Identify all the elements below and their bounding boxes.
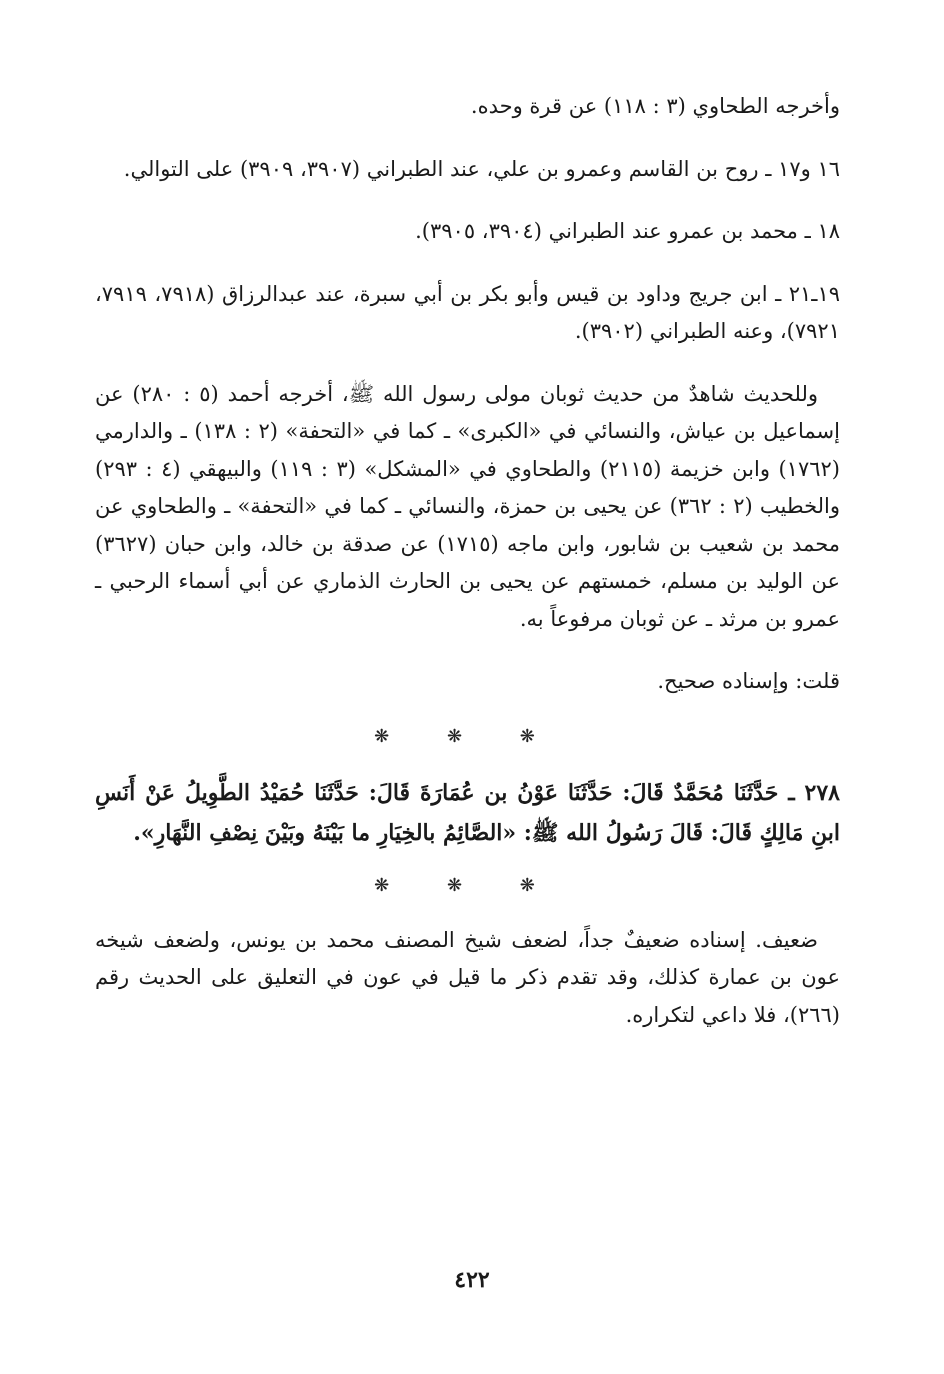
separator-stars-bottom: ❋ ❋ ❋ — [374, 874, 561, 896]
paragraph-narrators-16-17: ١٦ و١٧ ـ روح بن القاسم وعمرو بن علي، عند الطبراني (٣٩٠٧، ٣٩٠٩) على التوالي. — [123, 156, 840, 181]
page-body — [95, 88, 840, 1059]
hadith-278-text: ٢٧٨ ـ حَدَّثَنَا مُحَمَّدٌ قَالَ: حَدَّثَنَا عَوْنُ بن عُمَارَةَ قَالَ: حَدَّثَنَا حُمَيْدُ الطَّوِيلُ عَنْ أَنَسِ ابنِ مَالِكٍ قَالَ: قَالَ رَسُولُ الله ﷺ: «الصَّائِمُ بالخِيَارِ ما بَيْنَهُ وبَيْنَ نِصْفِ النَّهَارِ». — [95, 779, 840, 846]
paragraph-narrators-19-21: ١٩ـ٢١ ـ ابن جريج وداود بن قيس وأبو بكر بن أبي سبرة، عند عبدالرزاق (٧٩١٨، ٧٩١٩، ٧٩٢١)، وعنه الطبراني (٣٩٠٢). — [95, 281, 840, 343]
paragraph-commentary: ضعيف. إسناده ضعيفٌ جداً، لضعف شيخ المصنف محمد بن يونس، ولضعف شيخه عون بن عمارة كذلك، وقد تقدم ذكر ما قيل في عون في التعليق على الحديث رقم (٢٦٦)، فلا داعي لتكراره. — [95, 927, 840, 1027]
paragraph-tahawi: وأخرجه الطحاوي (٣ : ١١٨) عن قرة وحده. — [470, 94, 840, 118]
paragraph-witness-hadith: وللحديث شاهدٌ من حديث ثوبان مولى رسول الله ﷺ، أخرجه أحمد (٥ : ٢٨٠) عن إسماعيل بن عياش، والنسائي في «الكبرى» ـ كما في «التحفة» (٢ : ١٣٨) ـ والدارمي (١٧٦٢) وابن خزيمة (٢١١٥) والطحاوي في «المشكل» (٣ : ١١٩) والبيهقي (٤ : ٢٩٣) والخطيب (٢ : ٣٦٢) عن يحيى بن حمزة، والنسائي ـ كما في «التحفة» ـ والطحاوي عن محمد بن شعيب بن شابور، وابن ماجه (١٧١٥) عن صدقة بن خالد، وابن حبان (٣٦٢٧) عن الوليد بن مسلم، خمستهم عن يحيى بن الحارث الذماري عن أبي أسماء الرحبي ـ عمرو بن مرثد ـ عن ثوبان مرفوعاً به. — [95, 381, 840, 631]
page-number: ٤٢٢ — [454, 1267, 490, 1293]
separator-stars-top: ❋ ❋ ❋ — [374, 725, 561, 747]
paragraph-narrator-18: ١٨ ـ محمد بن عمرو عند الطبراني (٣٩٠٤، ٣٩٠٥). — [415, 219, 840, 243]
paragraph-verdict: قلت: وإسناده صحيح. — [657, 669, 840, 693]
